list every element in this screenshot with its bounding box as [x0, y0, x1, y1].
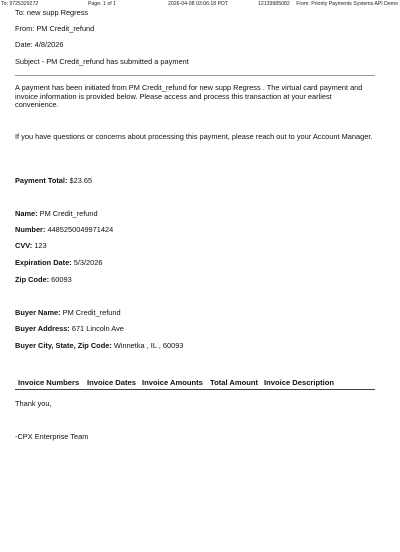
card-cvv-value: 123 [34, 241, 47, 250]
email-to: To: new supp Regress [15, 8, 89, 17]
buyer-address-value: 671 Lincoln Ave [71, 324, 124, 333]
col-invoice-dates: Invoice Dates [87, 378, 136, 387]
card-expiration [15, 259, 103, 268]
email-date: Date: 4/8/2026 [15, 40, 64, 49]
fax-from: From: Priority Payments Systems API Demo [296, 1, 398, 7]
buyer-name-label: Buyer Name: [15, 308, 61, 317]
fax-number: 12139985082 [258, 1, 290, 7]
card-cvv [15, 242, 47, 251]
email-subject: Subject - PM Credit_refund has submitted a payment [15, 57, 189, 66]
intro-paragraph: A payment has been initiated from PM Credit_refund for new supp Regress . The virtual card payment and invoice information is provided below. Please access and process this transaction at your earliest convenience. [15, 83, 363, 110]
buyer-city-state-zip [15, 342, 183, 351]
card-number-label: Number: [15, 225, 46, 234]
invoice-table-header [15, 378, 375, 390]
card-name-label: Name: [15, 209, 38, 218]
card-exp-value: 5/3/2026 [73, 258, 103, 267]
card-name [15, 210, 98, 219]
buyer-address-label: Buyer Address: [15, 324, 70, 333]
card-name-value: PM Credit_refund [39, 209, 98, 218]
closing-thanks: Thank you, [15, 399, 52, 408]
payment-total [15, 177, 92, 186]
buyer-csz-value: Winnetka , IL , 60093 [113, 341, 184, 350]
card-number-value: 4485250049971424 [47, 225, 114, 234]
card-number [15, 226, 113, 235]
buyer-csz-label: Buyer City, State, Zip Code: [15, 341, 112, 350]
fax-page: Page: 1 of 1 [88, 1, 116, 7]
col-invoice-description: Invoice Description [264, 378, 335, 387]
col-invoice-amounts: Invoice Amounts [142, 378, 203, 387]
card-exp-label: Expiration Date: [15, 258, 72, 267]
card-zip-label: Zip Code: [15, 275, 50, 284]
closing-signature: -CPX Enterprise Team [15, 432, 89, 441]
payment-total-value: $23.65 [69, 176, 93, 185]
buyer-address [15, 325, 124, 334]
card-zip [15, 276, 72, 285]
buyer-name [15, 309, 121, 318]
card-zip-value: 60093 [51, 275, 72, 284]
card-cvv-label: CVV: [15, 241, 33, 250]
header-divider [15, 75, 375, 76]
email-from: From: PM Credit_refund [15, 24, 95, 33]
fax-to: To: 9725329272 [1, 1, 39, 7]
fax-datetime: 2026-04-08 03:06:18 PDT [168, 1, 228, 7]
col-invoice-numbers: Invoice Numbers [18, 378, 80, 387]
questions-paragraph: If you have questions or concerns about processing this payment, please reach out to your Account Manager. [15, 132, 373, 141]
col-total-amount: Total Amount [210, 378, 259, 387]
buyer-name-value: PM Credit_refund [62, 308, 121, 317]
payment-total-label: Payment Total: [15, 176, 68, 185]
